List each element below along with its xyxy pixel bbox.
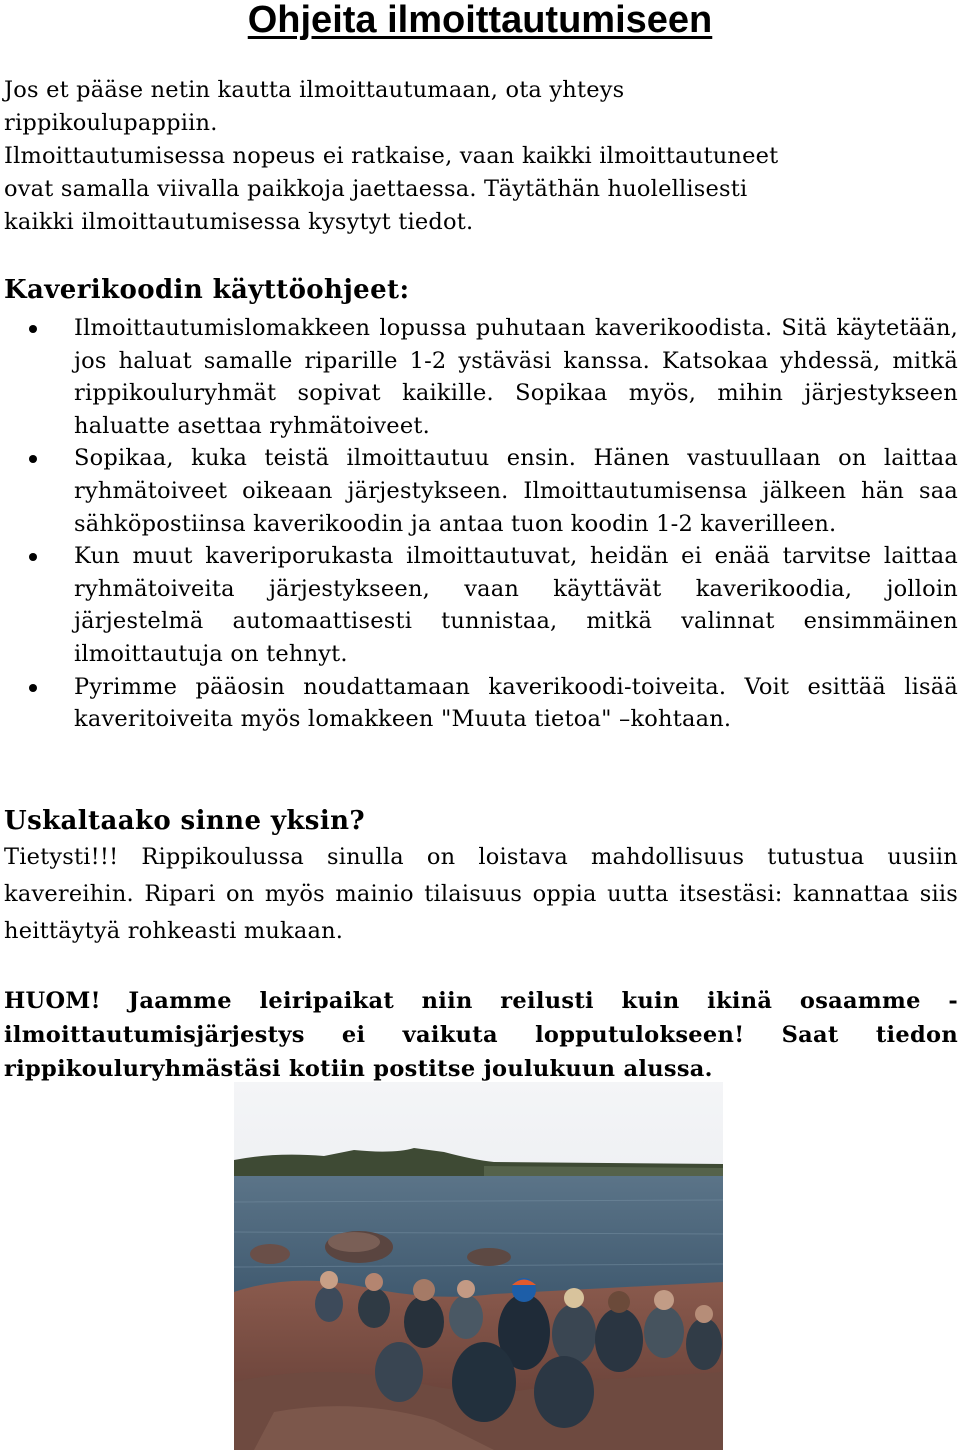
yksin-text: Tietysti!!! Rippikoulussa sinulla on loistava mahdollisuus tutustua uusiin kavereihin. Ripari on myös mainio tilaisuus oppia uutta itsestäsi: kannattaa siis heittäytyä rohkeasti mukaan. xyxy=(4,844,958,944)
kaverikoodi-item-4: Pyrimme pääosin noudattamaan kaverikoodi-toiveita. Voit esittää lisää kaveritoiveita myös lomakkeen "Muuta tietoa" –kohtaan. xyxy=(0,671,958,736)
intro-line-2: rippikoulupappiin. xyxy=(4,110,218,136)
intro-line-3: Ilmoittautumisessa nopeus ei ratkaise, vaan kaikki ilmoittautuneet xyxy=(4,143,779,169)
intro-line-1: Jos et pääse netin kautta ilmoittautumaan, ota yhteys xyxy=(4,77,625,103)
huom-notice: HUOM! Jaamme leiripaikat niin reilusti kuin ikinä osaamme - ilmoittautumisjärjestys ei vaikuta lopputulokseen! Saat tiedon rippikouluryhmästäsi kotiin postitse joulukuun alussa. xyxy=(4,988,958,1082)
kaverikoodi-list xyxy=(0,312,958,736)
intro-line-4: ovat samalla viivalla paikkoja jaettaessa. Täytäthän huolellisesti xyxy=(4,176,748,202)
intro-line-5: kaikki ilmoittautumisessa kysytyt tiedot. xyxy=(4,209,474,235)
yksin-heading: Uskaltaako sinne yksin? xyxy=(4,806,366,836)
kaverikoodi-item-1: Ilmoittautumislomakkeen lopussa puhutaan kaverikoodista. Sitä käytetään, jos haluat samalle riparille 1-2 ystäväsi kanssa. Katsokaa yhdessä, mitkä rippikouluryhmät sopivat kaikille. Sopikaa myös, mihin järjestykseen haluatte asettaa ryhmätoiveet. xyxy=(0,312,958,442)
lakeside-group-photo xyxy=(234,1082,723,1450)
kaverikoodi-heading: Kaverikoodin käyttöohjeet: xyxy=(4,275,410,305)
page-title: Ohjeita ilmoittautumiseen xyxy=(247,0,713,41)
kaverikoodi-item-2: Sopikaa, kuka teistä ilmoittautuu ensin. Hänen vastuullaan on laittaa ryhmätoiveet oikeaan järjestykseen. Ilmoittautumisensa jälkeen hän saa sähköpostiinsa kaverikoodin ja antaa tuon koodin 1-2 kaverilleen. xyxy=(0,442,958,540)
kaverikoodi-item-3: Kun muut kaveriporukasta ilmoittautuvat, heidän ei enää tarvitse laittaa ryhmätoiveita järjestykseen, vaan käyttävät kaverikoodia, jolloin järjestelmä automaattisesti tunnistaa, mitkä valinnat ensimmäinen ilmoittautuja on tehnyt. xyxy=(0,540,958,670)
